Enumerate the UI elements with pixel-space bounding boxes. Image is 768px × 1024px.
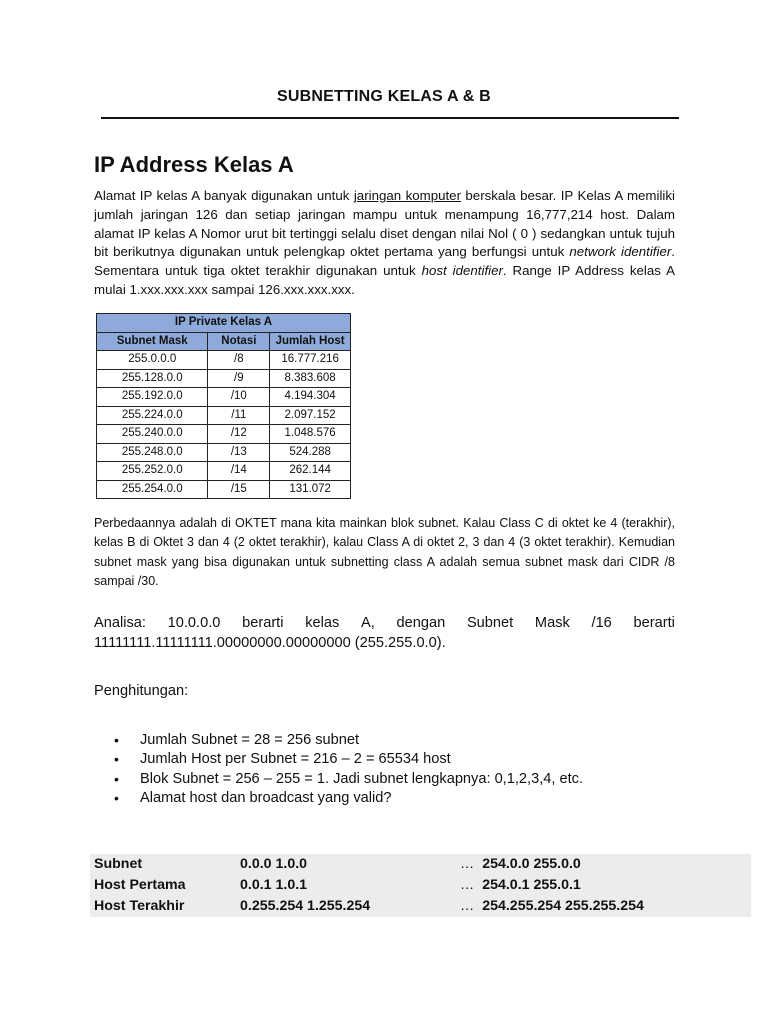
calculation-label: Penghitungan: [94, 683, 189, 699]
table-cell: 16.777.216 [270, 351, 351, 370]
ip-private-table [96, 313, 351, 499]
table-cell: /15 [208, 480, 270, 499]
analysis-word: Subnet [466, 615, 514, 631]
bullet-icon: • [114, 770, 119, 787]
bullet-icon: • [114, 751, 119, 768]
intro-em-network: network identifier [569, 244, 672, 260]
subnet-cell-dots: … [456, 875, 478, 896]
table-cell: /10 [208, 388, 270, 407]
subnet-table-body [90, 854, 751, 917]
table-cell: 255.128.0.0 [97, 369, 208, 388]
table-cell: 255.248.0.0 [97, 443, 208, 462]
analysis-word: A, [361, 615, 375, 631]
analysis-line-1 [94, 614, 675, 634]
table-cell: 2.097.152 [270, 406, 351, 425]
column-header: Notasi [208, 332, 270, 351]
table-row [97, 443, 351, 462]
table-row [97, 425, 351, 444]
table-row [97, 388, 351, 407]
table-row [97, 480, 351, 499]
table-cell: 1.048.576 [270, 425, 351, 444]
analysis-word: berarti [633, 615, 675, 631]
analysis-word: 10.0.0.0 [167, 615, 221, 631]
table-cell: 255.254.0.0 [97, 480, 208, 499]
analysis-word: /16 [591, 615, 612, 631]
table-cell: /9 [208, 369, 270, 388]
title-divider [101, 117, 679, 119]
intro-text-4: . Range IP Address kelas A mulai 1.xxx.xxx.xxx sampai 126.xxx.xxx.xxx. [94, 263, 675, 297]
difference-paragraph: Perbedaannya adalah di OKTET mana kita mainkan blok subnet. Kalau Class C di oktet ke 4 (terakhir), kelas B di Oktet 3 dan 4 (2 oktet terakhir), kalau Class A di oktet 2, 3 dan 4 (3 oktet terakhir). Kemudian subnet mask yang bisa digunakan untuk subnetting class A adalah semua subnet mask dari CIDR /8 sampai /30. [94, 516, 675, 589]
table-cell: 262.144 [270, 462, 351, 481]
table-cell: /14 [208, 462, 270, 481]
table-row [97, 462, 351, 481]
intro-text-1: Alamat IP kelas A banyak digunakan untuk [94, 188, 354, 203]
calculation-list [94, 731, 583, 808]
intro-text-3: . Sementara untuk tiga oktet terakhir digunakan untuk [94, 244, 675, 279]
analysis-word: dengan [396, 615, 446, 631]
table-row [97, 406, 351, 425]
table-caption: IP Private Kelas A [97, 314, 351, 333]
bullet-icon: • [114, 732, 119, 748]
list-item-text: Jumlah Subnet = 28 = 256 subnet [140, 732, 360, 748]
table-row [97, 351, 351, 370]
subnet-cell-dots: … [456, 896, 478, 917]
analysis-word: berarti [242, 615, 284, 631]
analysis-paragraph [94, 614, 675, 653]
document-title: SUBNETTING KELAS A & B [277, 88, 491, 105]
subnet-cell-last: 254.255.254 255.255.254 [478, 896, 751, 917]
list-item-text: Jumlah Host per Subnet = 216 – 2 = 65534 host [140, 751, 451, 768]
list-item [94, 770, 583, 789]
subnet-range-table [90, 854, 751, 917]
table-cell: 8.383.608 [270, 369, 351, 388]
bullet-icon: • [114, 789, 119, 806]
list-item [94, 750, 583, 769]
subnet-cell-first: 0.0.0 1.0.0 [236, 854, 456, 875]
analysis-word: Mask [534, 615, 570, 631]
subnet-row [90, 896, 751, 917]
table-cell: /13 [208, 443, 270, 462]
subnet-cell-label: Host Pertama [90, 875, 236, 896]
subnet-cell-last: 254.0.0 255.0.0 [478, 854, 751, 875]
table-cell: 255.192.0.0 [97, 388, 208, 407]
analysis-line-2: 11111111.11111111.00000000.00000000 (255.255.0.0). [94, 634, 446, 651]
table-cell: 131.072 [270, 480, 351, 499]
table-cell: 4.194.304 [270, 388, 351, 407]
subnet-cell-last: 254.0.1 255.0.1 [478, 875, 751, 896]
intro-text-2: berskala besar. IP Kelas A memiliki jumlah jaringan 126 dan setiap jaringan mampu untuk menampung 16,777,214 host. Dalam alamat IP kelas A Nomor urut bit tertinggi selalu diset dengan nilai Nol ( 0 ) sedangkan untuk tujuh bit berikutnya digunakan untuk pelengkap oktet pertama yang berfungsi untuk [94, 188, 675, 260]
table-cell: 255.0.0.0 [97, 351, 208, 370]
intro-paragraph [94, 187, 675, 300]
subnet-row [90, 875, 751, 896]
table-cell: 255.252.0.0 [97, 462, 208, 481]
analysis-word: Analisa: [94, 615, 146, 631]
table-cell: /11 [208, 406, 270, 425]
table-cell: 255.240.0.0 [97, 425, 208, 444]
table-body [97, 351, 351, 499]
table-cell: 524.288 [270, 443, 351, 462]
subnet-row [90, 854, 751, 875]
column-header: Jumlah Host [270, 332, 351, 351]
list-item [94, 731, 583, 750]
table-cell: 255.224.0.0 [97, 406, 208, 425]
section-heading: IP Address Kelas A [94, 152, 294, 177]
list-item-text: Alamat host dan broadcast yang valid? [140, 789, 392, 806]
table-cell: /12 [208, 425, 270, 444]
list-item [94, 789, 583, 808]
analysis-word: kelas [305, 615, 340, 631]
jaringan-komputer-link[interactable]: jaringan komputer [353, 188, 461, 203]
list-item-text: Blok Subnet = 256 – 255 = 1. Jadi subnet lengkapnya: 0,1,2,3,4, etc. [140, 770, 584, 787]
subnet-cell-first: 0.0.1 1.0.1 [236, 875, 456, 896]
intro-em-host: host identifier [421, 263, 503, 279]
table-row [97, 369, 351, 388]
table-cell: /8 [208, 351, 270, 370]
subnet-cell-dots: … [456, 854, 478, 875]
subnet-cell-label: Host Terakhir [90, 896, 236, 917]
subnet-cell-first: 0.255.254 1.255.254 [236, 896, 456, 917]
subnet-cell-label: Subnet [90, 854, 236, 875]
column-header: Subnet Mask [97, 332, 208, 351]
